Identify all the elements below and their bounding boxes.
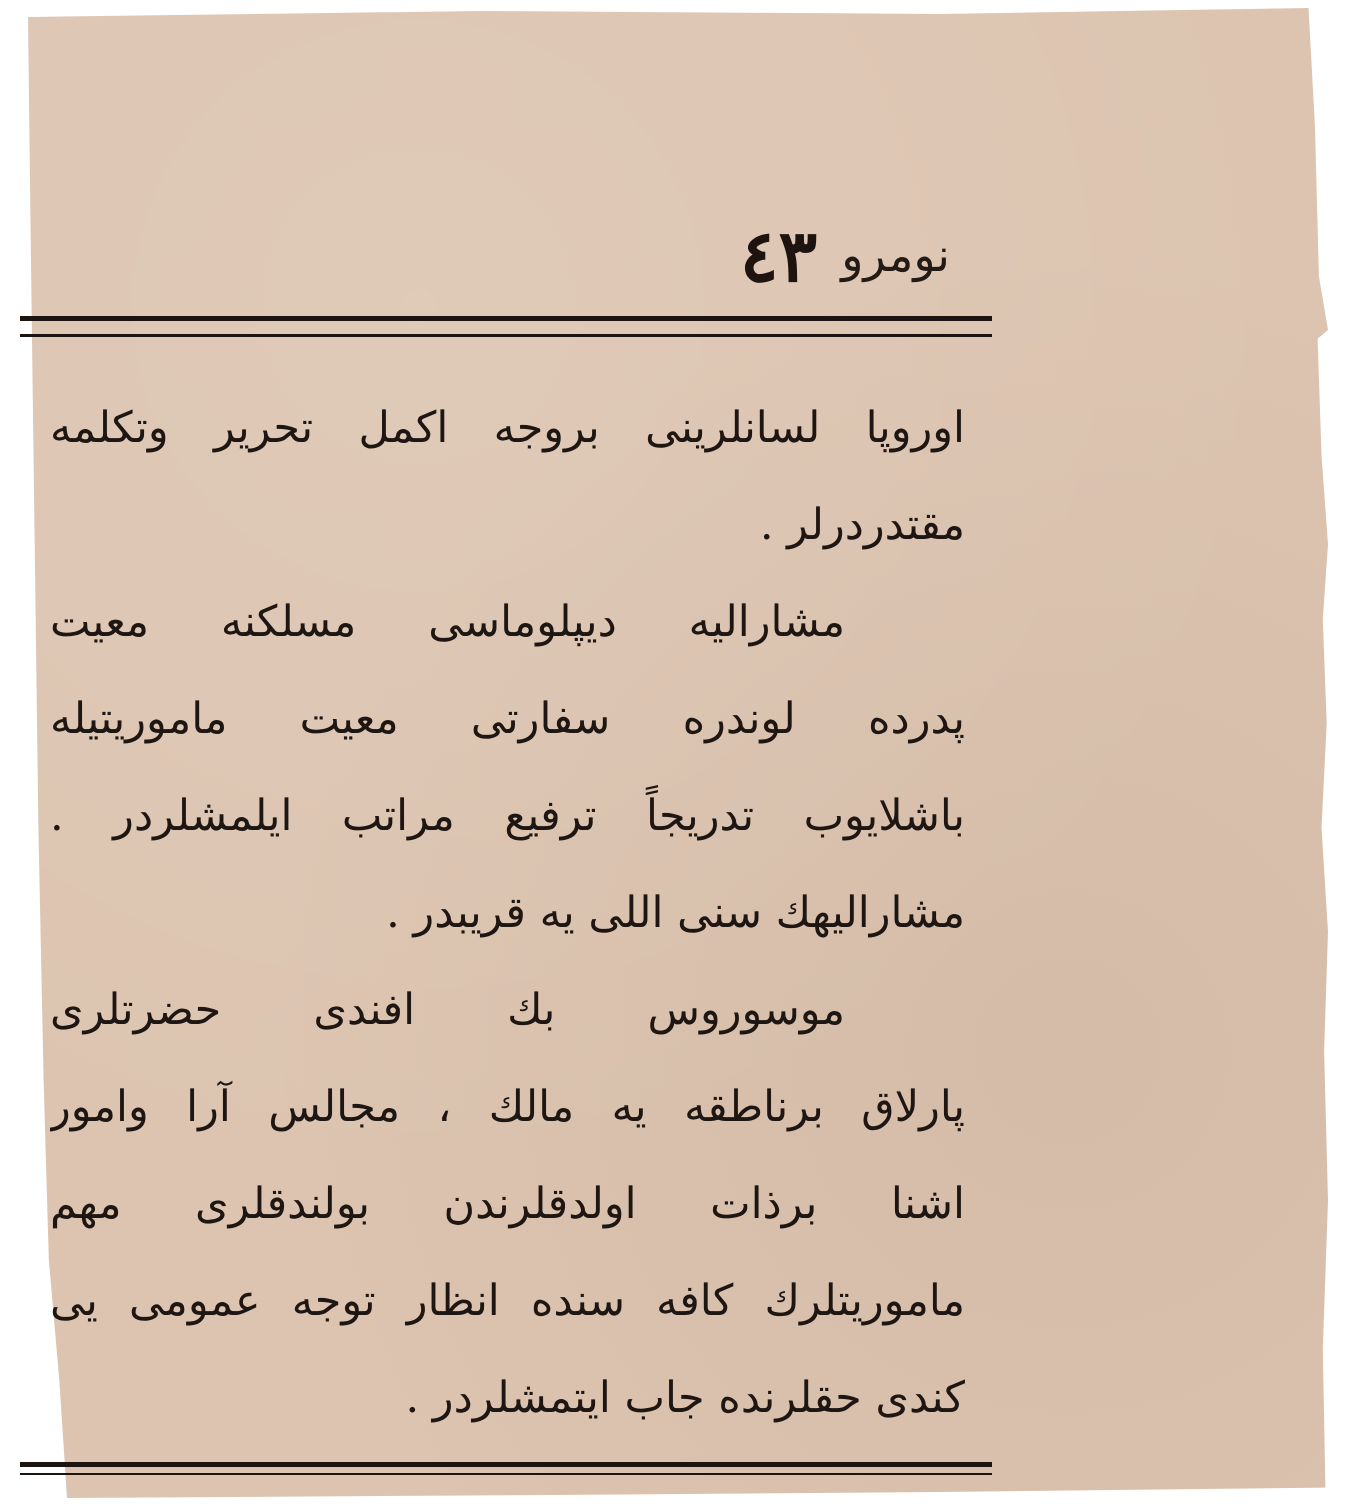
issue-label: نومرو — [841, 228, 950, 282]
bottom-rule — [20, 1462, 992, 1467]
text-line-7: موسوروس بك افندی حضرتلری — [50, 985, 845, 1035]
text-line-11: کندی حقلرنده جاب ایتمشلردر . — [405, 1373, 965, 1423]
text-line-2: مقتدردرلر . — [759, 500, 965, 550]
article-body — [50, 380, 965, 1447]
text-line-3: مشارالیه دیپلوماسی مسلکنه معیت — [50, 597, 845, 647]
issue-heading — [630, 210, 950, 300]
issue-number: ٤٣ — [739, 212, 818, 298]
bottom-rule-thin — [20, 1473, 992, 1475]
text-line-9: اشنا برذات اولدقلرندن بولندقلری مهم — [50, 1179, 965, 1229]
text-line-1: اوروپا لسانلرینی بروجه اکمل تحریر وتکلمه — [50, 403, 965, 453]
top-rule-thin — [20, 334, 992, 337]
top-rule-thick — [20, 316, 992, 321]
text-line-8: پارلاق برناطقه یه مالك ، مجالس آرا وامور — [50, 1082, 965, 1132]
text-line-10: ماموریتلرك کافه سنده انظار توجه عمومی یی — [50, 1276, 965, 1326]
text-line-5: باشلایوب تدریجاً ترفیع مراتب ایلمشلردر . — [50, 791, 965, 841]
text-line-6: مشارالیهك سنی اللی یه قریبدر . — [386, 888, 965, 938]
text-line-4: پدرده لوندره سفارتی معیت ماموریتیله — [50, 694, 965, 744]
